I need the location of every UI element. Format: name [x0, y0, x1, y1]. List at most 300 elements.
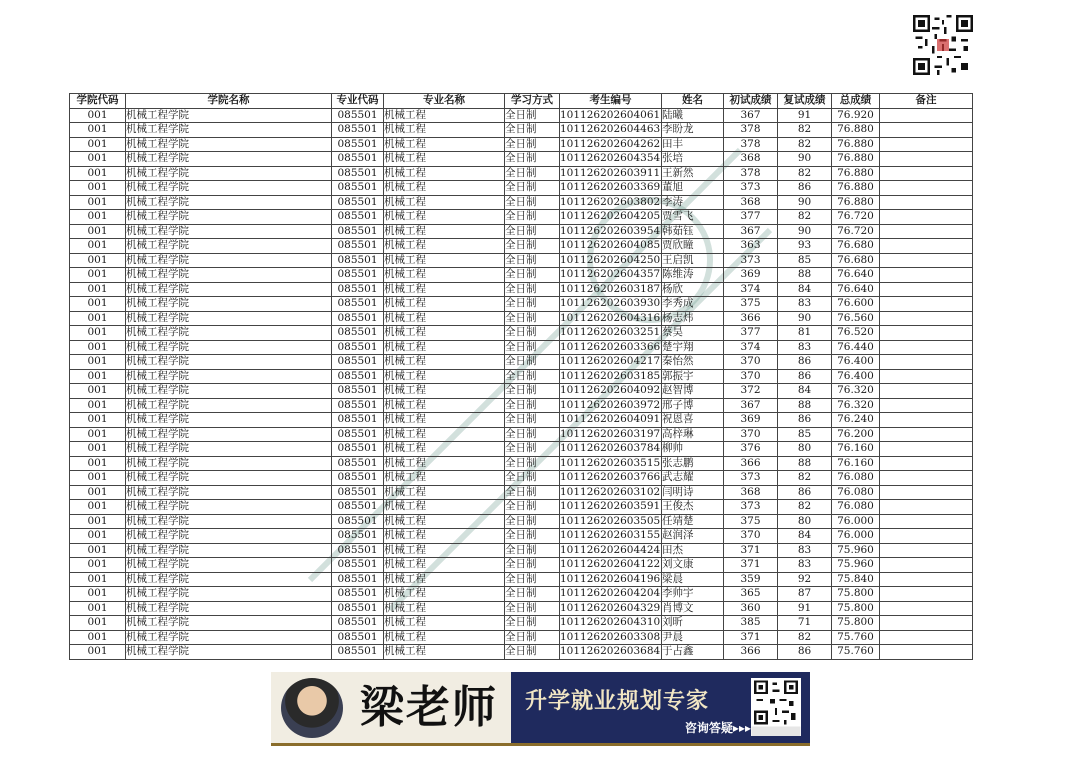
table-row [70, 210, 973, 225]
table-cell: 机械工程 [384, 224, 505, 239]
table-cell: 001 [70, 413, 126, 428]
table-cell: 101126202603802 [560, 195, 661, 208]
table-cell: 机械工程学院 [126, 210, 332, 225]
table-cell: 全日制 [505, 471, 560, 486]
table-row [70, 253, 973, 268]
table-row [70, 572, 973, 587]
table-row [70, 471, 973, 486]
table-cell: 085501 [332, 152, 384, 167]
table-cell: 001 [70, 529, 126, 544]
table-cell: 机械工程学院 [126, 181, 332, 196]
table-cell: 001 [70, 123, 126, 138]
table-cell: 001 [70, 326, 126, 341]
table-cell: 101126202603187 [560, 282, 661, 295]
table-cell: 085501 [332, 282, 384, 297]
table-cell: 机械工程 [384, 471, 505, 486]
table-cell: 101126202603930 [560, 297, 661, 310]
table-cell: 75.800 [832, 587, 880, 602]
table-cell: 101126202604196 [560, 572, 661, 585]
table-cell: 机械工程 [384, 384, 505, 399]
table-cell: 机械工程学院 [126, 224, 332, 239]
table-cell: 001 [70, 210, 126, 225]
table-cell: 机械工程 [384, 485, 505, 500]
table-cell: 82 [778, 630, 832, 645]
table-cell: 101126202604357 [560, 268, 661, 281]
table-cell [880, 587, 973, 602]
table-cell: 机械工程 [384, 108, 505, 123]
table-cell: 101126202603308 [560, 630, 661, 643]
table-cell: 385 [724, 616, 778, 631]
table-cell: 76.320 [832, 384, 880, 399]
table-cell: 085501 [332, 558, 384, 573]
table-cell: 机械工程学院 [126, 137, 332, 152]
table-row [70, 166, 973, 181]
table-cell: 85 [778, 253, 832, 268]
table-cell: 001 [70, 500, 126, 515]
table-cell: 全日制 [505, 572, 560, 587]
table-cell: 陈维涛 [662, 268, 724, 283]
table-cell: 367 [724, 224, 778, 239]
table-cell: 机械工程学院 [126, 152, 332, 167]
table-cell: 全日制 [505, 340, 560, 355]
table-cell: 101126202603591 [560, 500, 661, 513]
table-row [70, 326, 973, 341]
table-cell: 85 [778, 427, 832, 442]
table-cell: 机械工程学院 [126, 355, 332, 370]
table-cell: 83 [778, 558, 832, 573]
table-cell: 柳帅 [662, 442, 724, 457]
table-cell: 101126202603784 [560, 442, 661, 455]
table-cell: 全日制 [505, 413, 560, 428]
table-cell: 李秀成 [662, 297, 724, 312]
table-cell: 76.880 [832, 152, 880, 167]
table-cell: 370 [724, 369, 778, 384]
table-cell: 101126202603505 [560, 514, 661, 527]
table-cell: 76.160 [832, 456, 880, 471]
table-cell: 机械工程学院 [126, 558, 332, 573]
table-cell: 75.960 [832, 543, 880, 558]
table-cell [880, 152, 973, 167]
table-cell: 90 [778, 195, 832, 210]
table-cell: 101126202603369 [560, 181, 661, 194]
table-body [70, 108, 973, 659]
table-cell: 李涛 [662, 195, 724, 210]
table-cell: 76.640 [832, 268, 880, 283]
table-cell: 360 [724, 601, 778, 616]
table-cell: 378 [724, 137, 778, 152]
table-cell: 085501 [332, 514, 384, 529]
table-cell: 机械工程学院 [126, 268, 332, 283]
table-cell: 86 [778, 355, 832, 370]
ad-banner[interactable] [271, 672, 810, 746]
table-cell: 085501 [332, 630, 384, 645]
table-cell: 101126202603911 [560, 166, 661, 179]
table-cell: 001 [70, 514, 126, 529]
table-cell [880, 181, 973, 196]
table-row [70, 587, 973, 602]
table-row [70, 616, 973, 631]
table-cell: 全日制 [505, 253, 560, 268]
table-cell: 机械工程学院 [126, 239, 332, 254]
table-cell: 82 [778, 137, 832, 152]
table-row [70, 645, 973, 660]
table-cell: 085501 [332, 427, 384, 442]
table-cell: 76.080 [832, 485, 880, 500]
table-row [70, 543, 973, 558]
table-row [70, 601, 973, 616]
table-cell: 375 [724, 514, 778, 529]
table-cell: 367 [724, 108, 778, 123]
table-cell: 83 [778, 543, 832, 558]
table-cell: 机械工程 [384, 601, 505, 616]
table-cell: 机械工程 [384, 413, 505, 428]
table-row [70, 442, 973, 457]
table-cell: 82 [778, 123, 832, 138]
table-cell: 80 [778, 514, 832, 529]
table-cell: 王新然 [662, 166, 724, 181]
table-cell: 全日制 [505, 616, 560, 631]
table-cell [880, 268, 973, 283]
table-cell: 90 [778, 152, 832, 167]
table-cell: 82 [778, 500, 832, 515]
table-cell: 田丰 [662, 137, 724, 152]
table-cell: 377 [724, 326, 778, 341]
table-cell: 杨欣 [662, 282, 724, 297]
table-cell: 085501 [332, 108, 384, 123]
table-cell: 董旭 [662, 181, 724, 196]
table-cell: 085501 [332, 268, 384, 283]
table-cell: 75.840 [832, 572, 880, 587]
results-table [69, 93, 973, 660]
table-cell: 86 [778, 181, 832, 196]
table-cell: 76.680 [832, 239, 880, 254]
table-row [70, 427, 973, 442]
table-cell: 于占鑫 [662, 645, 724, 660]
table-cell: 机械工程 [384, 282, 505, 297]
table-cell: 91 [778, 601, 832, 616]
table-cell: 76.600 [832, 297, 880, 312]
table-cell: 机械工程 [384, 398, 505, 413]
table-cell: 全日制 [505, 587, 560, 602]
table-cell: 机械工程学院 [126, 645, 332, 660]
table-cell: 359 [724, 572, 778, 587]
table-cell: 机械工程学院 [126, 398, 332, 413]
table-cell: 76.000 [832, 514, 880, 529]
table-cell: 085501 [332, 529, 384, 544]
table-cell: 085501 [332, 224, 384, 239]
table-cell: 75.800 [832, 601, 880, 616]
table-cell: 机械工程学院 [126, 587, 332, 602]
table-cell: 373 [724, 500, 778, 515]
table-cell [880, 427, 973, 442]
table-cell: 机械工程学院 [126, 384, 332, 399]
table-cell: 机械工程 [384, 297, 505, 312]
table-cell: 001 [70, 369, 126, 384]
table-cell [880, 500, 973, 515]
table-cell: 机械工程学院 [126, 500, 332, 515]
column-header: 复试成绩 [778, 94, 832, 109]
table-cell: 76.720 [832, 224, 880, 239]
table-cell: 001 [70, 282, 126, 297]
table-cell: 杨志炜 [662, 311, 724, 326]
table-cell: 001 [70, 152, 126, 167]
table-cell: 001 [70, 558, 126, 573]
table-cell: 机械工程学院 [126, 413, 332, 428]
table-cell: 秦怡然 [662, 355, 724, 370]
table-cell: 全日制 [505, 326, 560, 341]
table-cell: 机械工程学院 [126, 471, 332, 486]
table-cell: 76.240 [832, 413, 880, 428]
table-cell: 任靖楚 [662, 514, 724, 529]
table-cell: 全日制 [505, 456, 560, 471]
table-cell: 76.400 [832, 369, 880, 384]
table-cell: 尹晨 [662, 630, 724, 645]
table-cell [880, 630, 973, 645]
column-header: 学院名称 [126, 94, 332, 109]
table-cell: 101126202604091 [560, 413, 661, 426]
table-cell: 92 [778, 572, 832, 587]
table-cell: 全日制 [505, 239, 560, 254]
table-cell: 机械工程 [384, 645, 505, 660]
table-cell: 机械工程学院 [126, 340, 332, 355]
table-cell [880, 326, 973, 341]
table-cell: 机械工程学院 [126, 427, 332, 442]
table-cell [880, 355, 973, 370]
table-cell: 机械工程 [384, 268, 505, 283]
table-cell: 82 [778, 210, 832, 225]
table-cell [880, 558, 973, 573]
table-cell: 张志鹏 [662, 456, 724, 471]
table-cell: 81 [778, 326, 832, 341]
table-cell [880, 311, 973, 326]
table-cell: 蔡昊 [662, 326, 724, 341]
table-cell: 101126202604424 [560, 543, 661, 556]
table-cell: 76.080 [832, 471, 880, 486]
table-cell: 101126202604262 [560, 137, 661, 150]
table-cell: 001 [70, 427, 126, 442]
table-cell: 101126202603515 [560, 456, 661, 469]
banner-panel [511, 672, 810, 743]
table-cell: 机械工程 [384, 616, 505, 631]
banner-name: 梁老师 [360, 682, 498, 733]
table-cell: 76.880 [832, 166, 880, 181]
table-row [70, 137, 973, 152]
table-cell: 80 [778, 442, 832, 457]
table-cell: 101126202603251 [560, 326, 661, 339]
table-cell: 机械工程学院 [126, 369, 332, 384]
table-cell: 机械工程学院 [126, 514, 332, 529]
table-cell: 001 [70, 587, 126, 602]
consult-button[interactable]: 咨询答疑▸▸▸ [684, 721, 751, 735]
table-cell: 101126202603366 [560, 340, 661, 353]
column-header: 考生编号 [560, 94, 662, 109]
table-cell: 机械工程 [384, 123, 505, 138]
table-cell: 86 [778, 485, 832, 500]
table-cell: 机械工程 [384, 558, 505, 573]
table-cell: 全日制 [505, 282, 560, 297]
avatar [281, 678, 343, 738]
table-cell: 机械工程 [384, 195, 505, 210]
table-cell: 001 [70, 239, 126, 254]
table-cell: 88 [778, 268, 832, 283]
table-cell: 001 [70, 297, 126, 312]
table-cell: 373 [724, 181, 778, 196]
table-cell: 085501 [332, 210, 384, 225]
table-cell: 86 [778, 645, 832, 660]
table-cell: 王俊杰 [662, 500, 724, 515]
table-cell: 373 [724, 471, 778, 486]
table-cell: 101126202603185 [560, 369, 661, 382]
table-cell: 76.320 [832, 398, 880, 413]
table-cell: 085501 [332, 587, 384, 602]
table-cell: 374 [724, 282, 778, 297]
table-cell: 76.160 [832, 442, 880, 457]
table-cell [880, 369, 973, 384]
table-cell: 75.960 [832, 558, 880, 573]
table-cell: 李帅宇 [662, 587, 724, 602]
table-cell: 赵润泽 [662, 529, 724, 544]
table-cell [880, 340, 973, 355]
table-cell: 085501 [332, 123, 384, 138]
column-header: 学习方式 [505, 94, 560, 109]
table-cell: 机械工程学院 [126, 543, 332, 558]
table-row [70, 152, 973, 167]
table-cell: 机械工程 [384, 543, 505, 558]
table-cell: 76.440 [832, 340, 880, 355]
table-cell: 001 [70, 572, 126, 587]
table-cell [880, 413, 973, 428]
table-cell: 001 [70, 355, 126, 370]
table-cell: 全日制 [505, 630, 560, 645]
table-cell: 376 [724, 442, 778, 457]
table-row [70, 630, 973, 645]
table-cell: 84 [778, 384, 832, 399]
table-row [70, 456, 973, 471]
table-cell: 武志耀 [662, 471, 724, 486]
table-cell: 001 [70, 471, 126, 486]
column-header: 总成绩 [832, 94, 880, 109]
table-cell [880, 239, 973, 254]
table-cell: 371 [724, 558, 778, 573]
table-cell: 机械工程学院 [126, 326, 332, 341]
table-cell: 76.880 [832, 195, 880, 210]
table-cell: 001 [70, 601, 126, 616]
table-cell: 机械工程 [384, 137, 505, 152]
table-cell: 371 [724, 543, 778, 558]
column-header: 专业名称 [384, 94, 505, 109]
table-row [70, 514, 973, 529]
table-cell: 机械工程学院 [126, 123, 332, 138]
table-cell: 101126202604205 [560, 210, 661, 223]
table-cell [880, 529, 973, 544]
table-cell: 机械工程 [384, 152, 505, 167]
table-cell: 085501 [332, 543, 384, 558]
table-cell: 372 [724, 384, 778, 399]
table-cell: 韩茹钰 [662, 224, 724, 239]
table-cell [880, 224, 973, 239]
table-cell: 邢子博 [662, 398, 724, 413]
table-cell: 76.520 [832, 326, 880, 341]
table-cell: 91 [778, 108, 832, 123]
table-cell: 101126202603766 [560, 471, 661, 484]
table-row [70, 108, 973, 123]
table-cell: 87 [778, 587, 832, 602]
table-cell: 001 [70, 181, 126, 196]
table-cell: 全日制 [505, 601, 560, 616]
column-header: 学院代码 [70, 94, 126, 109]
table-cell: 83 [778, 340, 832, 355]
table-cell: 366 [724, 645, 778, 660]
table-row [70, 311, 973, 326]
table-cell: 001 [70, 543, 126, 558]
table-cell: 全日制 [505, 108, 560, 123]
table-cell: 001 [70, 253, 126, 268]
table-cell: 374 [724, 340, 778, 355]
table-cell: 机械工程学院 [126, 108, 332, 123]
table-row [70, 413, 973, 428]
banner-qr-code-icon [751, 678, 801, 736]
table-cell [880, 471, 973, 486]
table-cell: 085501 [332, 572, 384, 587]
table-cell: 001 [70, 398, 126, 413]
table-cell [880, 398, 973, 413]
table-cell: 机械工程学院 [126, 616, 332, 631]
table-cell [880, 166, 973, 181]
table-cell: 机械工程学院 [126, 311, 332, 326]
table-cell: 369 [724, 413, 778, 428]
table-cell: 全日制 [505, 137, 560, 152]
table-cell: 机械工程学院 [126, 572, 332, 587]
table-cell: 101126202604329 [560, 601, 661, 614]
table-cell: 机械工程 [384, 253, 505, 268]
table-cell: 76.400 [832, 355, 880, 370]
table-cell: 085501 [332, 456, 384, 471]
table-cell: 373 [724, 253, 778, 268]
table-cell: 全日制 [505, 500, 560, 515]
table-row [70, 195, 973, 210]
table-cell: 机械工程学院 [126, 297, 332, 312]
table-cell: 71 [778, 616, 832, 631]
table-cell: 369 [724, 268, 778, 283]
table-cell: 001 [70, 616, 126, 631]
table-row [70, 500, 973, 515]
table-cell: 085501 [332, 616, 384, 631]
table-cell: 085501 [332, 384, 384, 399]
table-row [70, 398, 973, 413]
table-cell: 全日制 [505, 268, 560, 283]
table-cell: 93 [778, 239, 832, 254]
table-cell: 378 [724, 166, 778, 181]
table-cell: 368 [724, 485, 778, 500]
table-cell [880, 645, 973, 660]
table-cell: 全日制 [505, 543, 560, 558]
table-row [70, 340, 973, 355]
table-cell: 机械工程 [384, 181, 505, 196]
table-cell: 365 [724, 587, 778, 602]
table-cell: 90 [778, 224, 832, 239]
table-cell: 101126202604061 [560, 108, 661, 121]
table-cell: 机械工程学院 [126, 485, 332, 500]
table-row [70, 384, 973, 399]
table-row [70, 297, 973, 312]
table-cell: 全日制 [505, 558, 560, 573]
table-cell: 贾欣瞳 [662, 239, 724, 254]
table-cell: 肖博文 [662, 601, 724, 616]
table-cell: 90 [778, 311, 832, 326]
table-cell: 86 [778, 413, 832, 428]
table-cell: 101126202604217 [560, 355, 661, 368]
table-cell: 101126202603102 [560, 485, 661, 498]
